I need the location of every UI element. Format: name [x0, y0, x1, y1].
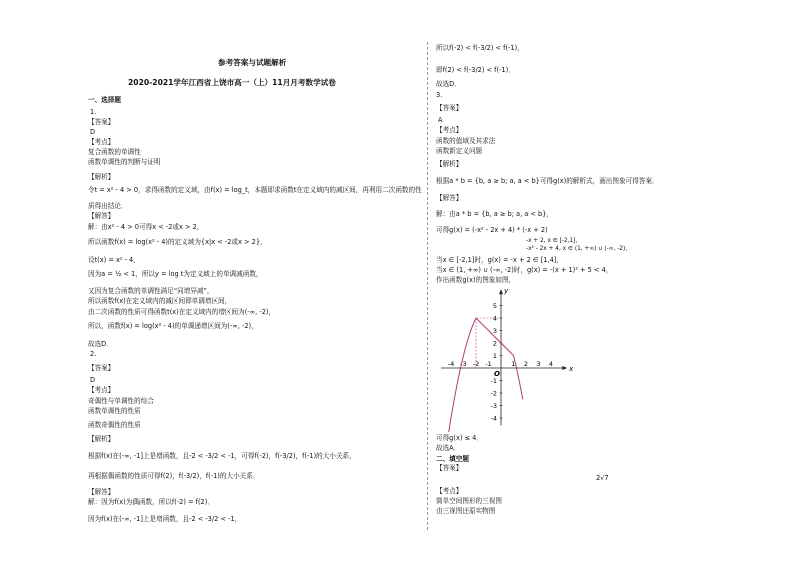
jieda-label: 【解答】 — [88, 212, 115, 220]
answer-value: D — [90, 376, 96, 384]
y-tick-label: 4 — [492, 314, 497, 323]
x-tick-label: 2 — [523, 360, 529, 368]
function-graph — [434, 288, 574, 432]
answer-label: 【答案】 — [436, 104, 463, 112]
solution-line: 即f(2) < f(-3/2) < f(-1)． — [436, 66, 515, 74]
solution-line: 解：由a * b = {b, a ≥ b; a, a < b}， — [436, 210, 554, 218]
question-number: 3. — [436, 91, 443, 99]
y-tick-label: -4 — [490, 414, 497, 423]
kaodian-item: 函数新定义问题 — [436, 147, 483, 155]
solution-line: 所以函数f(x) = log(x² - 4)的定义域为{x|x < -2或x > 2}， — [88, 238, 267, 246]
kaodian-item: 由三视图还原实物图 — [436, 507, 496, 515]
curve-left-piece — [447, 318, 476, 432]
page-title: 参考答案与试题解析 — [218, 58, 287, 67]
choice-line: 故选A． — [436, 444, 461, 452]
kaodian-item: 复合函数的单调性 — [88, 148, 141, 156]
choice-line: 故选D． — [88, 340, 113, 348]
x-tick-label: 4 — [548, 360, 554, 368]
solution-line: 可得g(x) = (-x² - 2x + 4) * (-x + 2) — [436, 226, 548, 234]
solution-line: 因为f(x)在(-∞, -1]上是增函数，且-2 < -3/2 < -1， — [88, 515, 242, 523]
y-tick-label: -2 — [490, 389, 497, 398]
solution-line: 解：因为f(x)为偶函数，所以f(-2) = f(2)． — [88, 498, 214, 506]
kaodian-item: 函数单调性的判断与证明 — [88, 158, 161, 166]
piecewise-line: -x + 2, x ∈ [-2,1]， — [526, 238, 582, 244]
solution-line: 当x ∈ (1, +∞) ∪ (-∞, -2)时，g(x) = -(x + 1)² + 5 < 4， — [436, 266, 613, 274]
jiexi-label: 【解析】 — [88, 173, 115, 181]
x-tick-label: -4 — [447, 360, 455, 368]
kaodian-item: 奇偶性与单调性的综合 — [88, 397, 154, 405]
piecewise-line: -x² - 2x + 4, x ∈ (1, +∞) ∪ (-∞, -2)， — [526, 246, 632, 252]
kaodian-item: 函数的值域及其求法 — [436, 137, 496, 145]
x-tick-label: 3 — [536, 360, 541, 368]
kaodian-item: 函数单调性的性质 — [88, 407, 141, 415]
answer-label: 【答案】 — [436, 464, 463, 472]
answer-value: A — [438, 116, 443, 124]
question-number: 1. — [90, 108, 97, 116]
section-heading: 一、选择题 — [88, 96, 121, 104]
analysis-line: 再根据偶函数的性质可得f(2)，f(-3/2)，f(-1)的大小关系． — [88, 472, 260, 480]
solution-line: 所以f(-2) < f(-3/2) < f(-1)， — [436, 44, 524, 52]
result-line: 可得g(x) ≤ 4． — [436, 434, 483, 442]
analysis-line: 根据f(x)在(-∞, -1]上是增函数，且-2 < -3/2 < -1，可得f(-2)，f(-3/2)，f(-1)的大小关系， — [88, 452, 356, 460]
column-divider — [427, 42, 428, 530]
curve-middle-piece — [476, 318, 514, 356]
answer-value: 2√7 — [596, 474, 609, 482]
solution-line: 因为a = ½ < 1，所以y = log t为定义域上的单调减函数， — [88, 270, 263, 278]
y-axis-arrow — [499, 289, 503, 294]
y-tick-label: -3 — [490, 402, 497, 410]
kaodian-item: 简单空间图形的三视图 — [436, 497, 502, 505]
solution-line: 所以函数f(x)在定义域内的减区间即单调增区间， — [88, 297, 232, 305]
y-tick-label: 5 — [492, 302, 497, 310]
x-axis-arrow — [562, 366, 567, 370]
jieda-label: 【解答】 — [436, 194, 463, 202]
y-axis-label: y — [504, 288, 509, 295]
answer-value: D — [90, 128, 96, 136]
x-tick-label: -3 — [460, 360, 467, 368]
origin-label: O — [494, 370, 500, 378]
x-tick-label: -2 — [472, 360, 480, 368]
jiexi-label: 【解析】 — [436, 160, 463, 168]
choice-line: 故选D． — [436, 80, 461, 88]
solution-line: 作出函数g(x)的图象如图， — [436, 276, 516, 284]
y-tick-label: 1 — [492, 352, 497, 360]
question-number: 2. — [90, 350, 97, 358]
x-tick-label: -1 — [485, 360, 492, 368]
x-tick-label: 1 — [511, 360, 516, 368]
solution-line: 设t(x) = x² - 4， — [88, 256, 140, 264]
analysis-line: 根据a * b = {b, a ≥ b; a, a < b}可得g(x)的解析式，画出图象可得答案． — [436, 177, 659, 185]
kaodian-label: 【考点】 — [88, 386, 115, 394]
analysis-line: 质得出结论． — [88, 202, 128, 210]
solution-line: 所以，函数f(x) = log(x² - 4)的单调递增区间为(-∞, -2)， — [88, 322, 258, 330]
x-axis-label: x — [569, 365, 574, 373]
curve-right-piece — [514, 356, 523, 400]
solution-line: 当x ∈ [-2,1]时，g(x) = -x + 2 ∈ [1,4]， — [436, 256, 563, 264]
exam-title: 2020-2021学年江西省上饶市高一（上）11月月考数学试卷 — [128, 78, 336, 87]
solution-line: 由二次函数的性质可得函数t(x)在定义域内的增区间为(-∞, -2)， — [88, 308, 276, 316]
solution-line: 解：由x² - 4 > 0可得x < -2或x > 2， — [88, 223, 204, 231]
jiexi-label: 【解析】 — [88, 435, 115, 443]
jieda-label: 【解答】 — [88, 488, 115, 496]
kaodian-item: 函数奇偶性的性质 — [88, 421, 141, 429]
answer-label: 【答案】 — [88, 118, 115, 126]
y-tick-label: 2 — [492, 339, 497, 348]
solution-line: 又因为复合函数的单调性满足“同增异减”， — [88, 287, 214, 295]
kaodian-label: 【考点】 — [436, 487, 463, 495]
y-tick-label: 3 — [492, 327, 497, 335]
kaodian-label: 【考点】 — [88, 138, 115, 146]
answer-label: 【答案】 — [88, 364, 115, 372]
kaodian-label: 【考点】 — [436, 126, 463, 134]
y-tick-label: -1 — [490, 377, 497, 385]
section-heading: 二、填空题 — [436, 455, 469, 463]
analysis-line: 令t = x² - 4 > 0，求得函数的定义域，由f(x) = log_t，本题即求函数t在定义域内的减区间，再利用二次函数的性 — [88, 186, 422, 194]
